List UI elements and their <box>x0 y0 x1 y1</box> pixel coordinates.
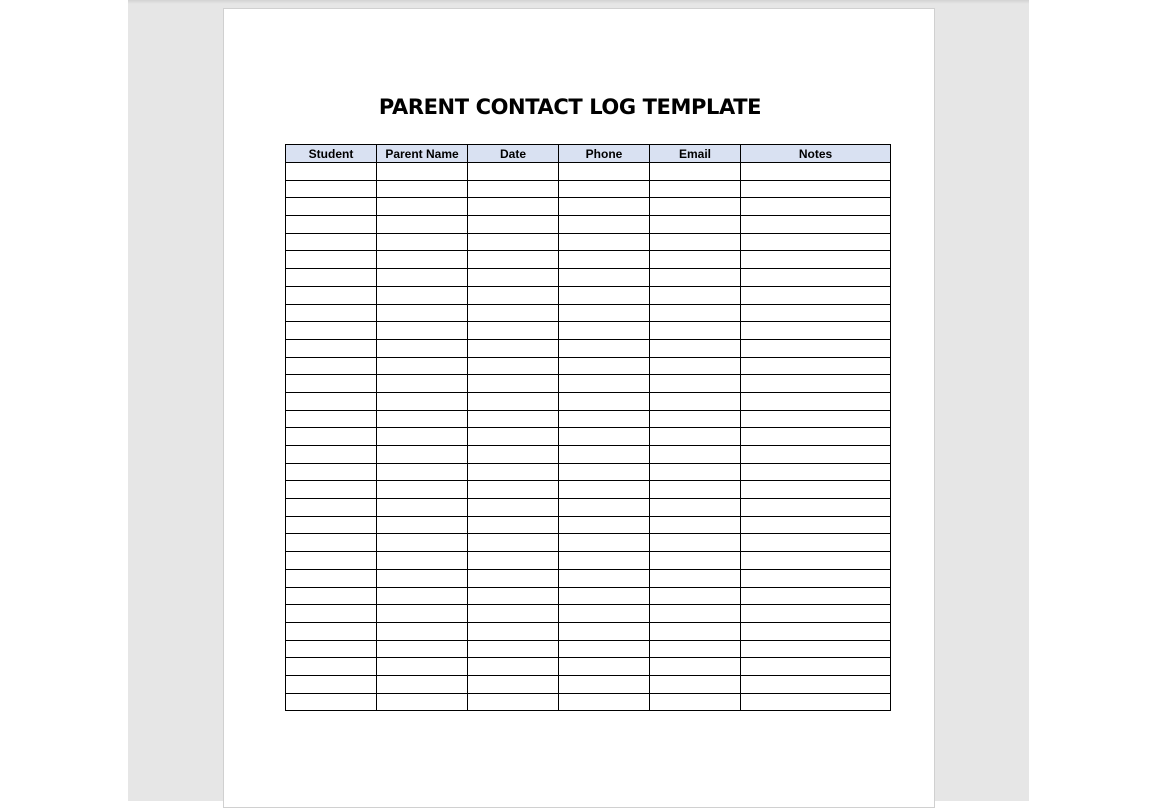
table-cell <box>286 499 377 517</box>
table-cell <box>741 605 891 623</box>
table-cell <box>468 163 559 181</box>
table-cell <box>741 463 891 481</box>
table-cell <box>468 216 559 234</box>
table-cell <box>650 622 741 640</box>
table-cell <box>559 693 650 711</box>
table-cell <box>286 233 377 251</box>
table-cell <box>377 640 468 658</box>
table-cell <box>286 286 377 304</box>
table-row <box>286 516 891 534</box>
table-cell <box>650 322 741 340</box>
table-cell <box>468 605 559 623</box>
table-cell <box>559 675 650 693</box>
table-cell <box>741 428 891 446</box>
table-cell <box>377 392 468 410</box>
table-row <box>286 552 891 570</box>
table-cell <box>559 446 650 464</box>
table-cell <box>286 251 377 269</box>
table-body <box>286 163 891 711</box>
table-cell <box>286 675 377 693</box>
table-row <box>286 499 891 517</box>
table-row <box>286 640 891 658</box>
table-cell <box>377 339 468 357</box>
table-cell <box>468 375 559 393</box>
table-cell <box>377 216 468 234</box>
table-cell <box>650 216 741 234</box>
table-cell <box>650 269 741 287</box>
table-cell <box>650 605 741 623</box>
table-cell <box>650 693 741 711</box>
table-cell <box>650 463 741 481</box>
table-cell <box>377 286 468 304</box>
table-cell <box>559 499 650 517</box>
table-cell <box>468 675 559 693</box>
table-cell <box>650 357 741 375</box>
table-cell <box>286 463 377 481</box>
table-row <box>286 216 891 234</box>
table-row <box>286 375 891 393</box>
table-cell <box>286 640 377 658</box>
table-cell <box>286 569 377 587</box>
table-cell <box>650 516 741 534</box>
table-cell <box>286 516 377 534</box>
table-cell <box>377 675 468 693</box>
table-row <box>286 481 891 499</box>
table-cell <box>650 552 741 570</box>
table-cell <box>377 622 468 640</box>
table-cell <box>377 375 468 393</box>
table-cell <box>741 693 891 711</box>
table-cell <box>377 658 468 676</box>
table-cell <box>468 198 559 216</box>
table-cell <box>559 286 650 304</box>
table-cell <box>468 569 559 587</box>
table-cell <box>468 446 559 464</box>
table-cell <box>650 198 741 216</box>
table-cell <box>650 375 741 393</box>
table-cell <box>377 587 468 605</box>
table-cell <box>377 463 468 481</box>
document-page <box>223 8 935 808</box>
table-cell <box>377 251 468 269</box>
table-row <box>286 446 891 464</box>
table-cell <box>650 446 741 464</box>
table-cell <box>741 163 891 181</box>
table-cell <box>650 304 741 322</box>
table-cell <box>650 640 741 658</box>
table-cell <box>286 534 377 552</box>
table-row <box>286 339 891 357</box>
table-cell <box>650 569 741 587</box>
table-cell <box>377 693 468 711</box>
table-cell <box>650 587 741 605</box>
table-cell <box>559 481 650 499</box>
table-cell <box>286 446 377 464</box>
table-cell <box>468 463 559 481</box>
table-cell <box>377 198 468 216</box>
table-cell <box>377 534 468 552</box>
table-row <box>286 463 891 481</box>
table-row <box>286 622 891 640</box>
table-cell <box>559 339 650 357</box>
table-cell <box>377 357 468 375</box>
table-cell <box>741 198 891 216</box>
table-cell <box>286 693 377 711</box>
table-cell <box>559 375 650 393</box>
table-cell <box>741 587 891 605</box>
table-cell <box>741 339 891 357</box>
table-cell <box>559 392 650 410</box>
table-cell <box>377 233 468 251</box>
table-cell <box>741 392 891 410</box>
table-cell <box>377 569 468 587</box>
table-row <box>286 180 891 198</box>
table-cell <box>377 552 468 570</box>
table-cell <box>559 428 650 446</box>
table-cell <box>559 516 650 534</box>
table-cell <box>377 446 468 464</box>
table-cell <box>650 410 741 428</box>
table-cell <box>286 216 377 234</box>
table-cell <box>559 605 650 623</box>
table-cell <box>286 375 377 393</box>
table-cell <box>650 481 741 499</box>
table-cell <box>559 463 650 481</box>
table-cell <box>741 322 891 340</box>
table-row <box>286 286 891 304</box>
table-cell <box>559 658 650 676</box>
table-cell <box>468 251 559 269</box>
table-cell <box>741 658 891 676</box>
table-row <box>286 569 891 587</box>
table-cell <box>559 304 650 322</box>
column-header-notes: Notes <box>741 145 891 163</box>
table-cell <box>286 428 377 446</box>
table-cell <box>468 180 559 198</box>
table-cell <box>286 658 377 676</box>
table-cell <box>468 392 559 410</box>
table-cell <box>741 216 891 234</box>
table-row <box>286 675 891 693</box>
table-cell <box>741 675 891 693</box>
table-cell <box>741 286 891 304</box>
table-cell <box>741 516 891 534</box>
viewer-top-shadow <box>128 0 1029 4</box>
table-cell <box>741 375 891 393</box>
table-row <box>286 534 891 552</box>
table-cell <box>377 410 468 428</box>
table-row <box>286 658 891 676</box>
table-row <box>286 163 891 181</box>
table-cell <box>377 516 468 534</box>
table-cell <box>650 428 741 446</box>
table-cell <box>468 322 559 340</box>
table-cell <box>286 180 377 198</box>
table-cell <box>286 339 377 357</box>
table-cell <box>741 569 891 587</box>
table-cell <box>468 410 559 428</box>
table-cell <box>377 180 468 198</box>
table-cell <box>559 216 650 234</box>
table-cell <box>377 304 468 322</box>
table-cell <box>468 587 559 605</box>
table-cell <box>468 286 559 304</box>
table-cell <box>559 198 650 216</box>
column-header-student: Student <box>286 145 377 163</box>
table-cell <box>468 552 559 570</box>
table-cell <box>468 233 559 251</box>
table-row <box>286 198 891 216</box>
table-row <box>286 304 891 322</box>
table-cell <box>650 163 741 181</box>
table-cell <box>468 622 559 640</box>
table-cell <box>559 180 650 198</box>
table-cell <box>650 180 741 198</box>
table-header-row <box>286 145 891 163</box>
table-cell <box>286 357 377 375</box>
table-cell <box>741 357 891 375</box>
table-cell <box>377 322 468 340</box>
table-cell <box>741 446 891 464</box>
column-header-parent-name: Parent Name <box>377 145 468 163</box>
column-header-email: Email <box>650 145 741 163</box>
table-row <box>286 233 891 251</box>
table-row <box>286 322 891 340</box>
table-cell <box>559 410 650 428</box>
table-row <box>286 269 891 287</box>
document-viewer[interactable] <box>128 0 1029 801</box>
table-cell <box>286 304 377 322</box>
contact-log-table <box>285 144 891 711</box>
table-cell <box>468 339 559 357</box>
table-cell <box>468 428 559 446</box>
table-row <box>286 693 891 711</box>
table-row <box>286 410 891 428</box>
table-cell <box>559 552 650 570</box>
table-cell <box>377 499 468 517</box>
table-cell <box>650 392 741 410</box>
table-cell <box>741 499 891 517</box>
table-cell <box>741 481 891 499</box>
table-cell <box>559 622 650 640</box>
table-cell <box>741 640 891 658</box>
table-cell <box>468 516 559 534</box>
document-title: PARENT CONTACT LOG TEMPLATE <box>378 95 762 119</box>
table-cell <box>650 286 741 304</box>
table-cell <box>286 605 377 623</box>
table-cell <box>468 304 559 322</box>
table-cell <box>650 339 741 357</box>
table-cell <box>286 552 377 570</box>
table-cell <box>377 269 468 287</box>
table-cell <box>559 322 650 340</box>
table-cell <box>741 622 891 640</box>
table-row <box>286 251 891 269</box>
table-row <box>286 605 891 623</box>
table-cell <box>650 534 741 552</box>
table-cell <box>741 304 891 322</box>
table-row <box>286 428 891 446</box>
table-cell <box>559 163 650 181</box>
table-row <box>286 392 891 410</box>
table-cell <box>286 622 377 640</box>
table-cell <box>559 534 650 552</box>
table-cell <box>377 481 468 499</box>
table-cell <box>650 658 741 676</box>
table-cell <box>650 251 741 269</box>
table-cell <box>468 499 559 517</box>
table-cell <box>559 269 650 287</box>
table-cell <box>559 569 650 587</box>
table-cell <box>377 163 468 181</box>
table-cell <box>559 587 650 605</box>
table-cell <box>741 269 891 287</box>
table-cell <box>559 251 650 269</box>
table-cell <box>650 499 741 517</box>
table-cell <box>286 269 377 287</box>
table-cell <box>468 269 559 287</box>
table-cell <box>468 534 559 552</box>
table-cell <box>286 587 377 605</box>
column-header-date: Date <box>468 145 559 163</box>
table-cell <box>741 552 891 570</box>
table-cell <box>286 198 377 216</box>
table-cell <box>741 233 891 251</box>
table-cell <box>286 163 377 181</box>
table-cell <box>741 180 891 198</box>
table-row <box>286 357 891 375</box>
table-cell <box>650 233 741 251</box>
table-cell <box>468 357 559 375</box>
table-cell <box>559 233 650 251</box>
table-cell <box>741 534 891 552</box>
table-cell <box>468 481 559 499</box>
table-cell <box>559 640 650 658</box>
table-cell <box>468 640 559 658</box>
table-cell <box>468 658 559 676</box>
column-header-phone: Phone <box>559 145 650 163</box>
table-cell <box>741 251 891 269</box>
table-cell <box>468 693 559 711</box>
table-row <box>286 587 891 605</box>
table-cell <box>650 675 741 693</box>
table-cell <box>286 481 377 499</box>
table-cell <box>286 410 377 428</box>
table-cell <box>377 428 468 446</box>
table-cell <box>741 410 891 428</box>
table-cell <box>559 357 650 375</box>
table-cell <box>377 605 468 623</box>
table-cell <box>286 392 377 410</box>
table-cell <box>286 322 377 340</box>
